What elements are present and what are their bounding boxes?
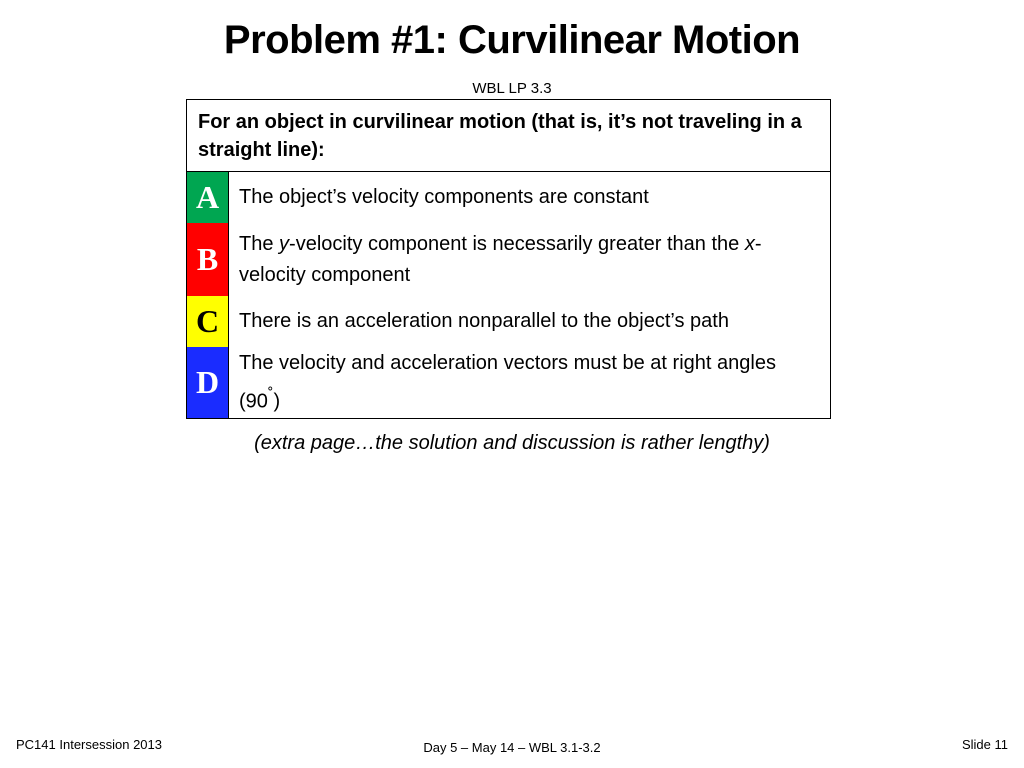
option-d-text-1: The velocity and acceleration vectors must be at right angles (90 — [239, 351, 776, 413]
option-d-degree: ˚ — [267, 384, 274, 404]
option-row-d[interactable] — [187, 347, 830, 418]
footer-date: Day 5 – May 14 – WBL 3.1-3.2 — [423, 740, 601, 755]
option-b-text-1: The — [239, 232, 280, 255]
question-prompt: For an object in curvilinear motion (that is, it’s not traveling in a straight line): — [187, 100, 830, 172]
slide-caption: (extra page…the solution and discussion is rather lengthy) — [254, 432, 770, 454]
option-text-c — [229, 296, 737, 347]
option-row-c[interactable] — [187, 296, 830, 347]
option-b-var-y: y — [279, 232, 290, 255]
option-a-text: The object’s velocity components are constant — [239, 186, 649, 208]
option-row-a[interactable] — [187, 172, 830, 223]
option-letter-d: D — [187, 347, 229, 418]
option-text-d — [229, 347, 830, 418]
footer-course: PC141 Intersession 2013 — [16, 737, 162, 752]
option-row-b[interactable] — [187, 223, 830, 296]
option-b-text-2: -velocity component is necessarily greater than the — [289, 232, 745, 255]
footer-slide-number: Slide 11 — [961, 737, 1008, 752]
option-letter-c: C — [187, 296, 229, 347]
slide-subtitle: WBL LP 3.3 — [472, 80, 552, 97]
option-d-text-2: ) — [273, 390, 281, 413]
option-text-b — [229, 223, 830, 296]
slide-title: Problem #1: Curvilinear Motion — [223, 18, 801, 62]
option-c-text: There is an acceleration nonparallel to the object’s path — [239, 310, 729, 332]
option-b-var-x: x — [744, 232, 755, 255]
option-b-text-3: -velocity component — [239, 232, 762, 286]
question-table — [186, 99, 831, 419]
option-letter-a: A — [187, 172, 229, 223]
option-letter-b: B — [187, 223, 229, 296]
option-text-a — [229, 172, 657, 223]
